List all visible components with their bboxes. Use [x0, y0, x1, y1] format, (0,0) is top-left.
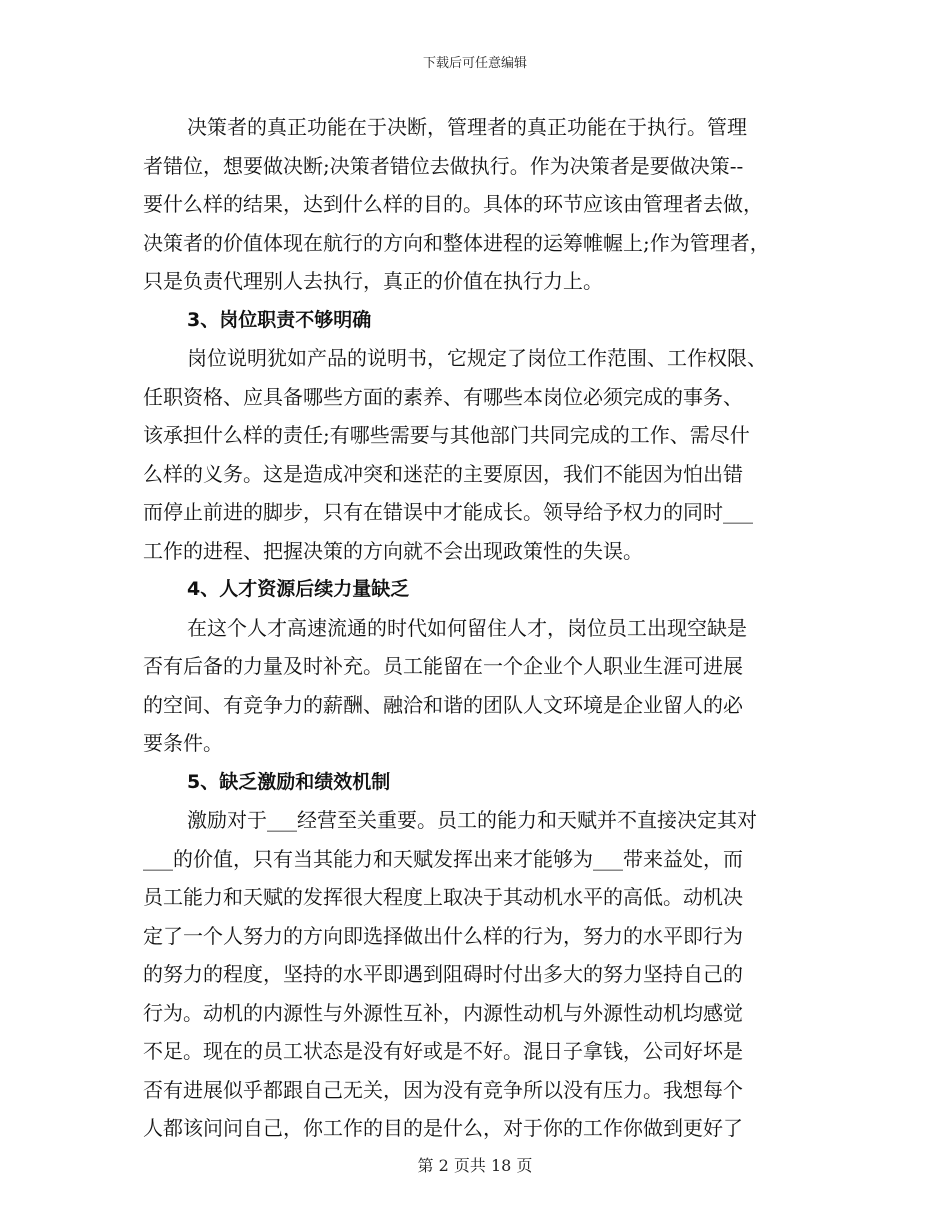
text-line: 要条件。: [143, 731, 223, 755]
text-line: 决策者的真正功能在于决断，管理者的真正功能在于执行。管理: [187, 115, 747, 139]
text-line: 的空间、有竞争力的薪酬、融洽和谐的团队人文环境是企业留人的必: [143, 692, 743, 717]
text-line: 工作的进程、把握决策的方向就不会出现政策性的失误。: [143, 538, 643, 563]
section-heading: 5、缺乏激励和绩效机制: [187, 770, 391, 793]
text-line: 者错位，想要做决断;决策者错位去做执行。作为决策者是要做决策--: [143, 153, 744, 178]
text-line: 的努力的程度，坚持的水平即遇到阻碍时付出多大的努力坚持自己的: [143, 962, 743, 986]
text-line: 而停止前进的脚步，只有在错误中才能成长。领导给予权力的同时___: [143, 500, 753, 524]
text-line: 么样的义务。这是造成冲突和迷茫的主要原因，我们不能因为怕出错: [143, 461, 743, 486]
text-line: 决策者的价值体现在航行的方向和整体进程的运筹帷幄上;作为管理者，: [143, 230, 770, 255]
text-line: 只是负责代理别人去执行，真正的价值在执行力上。: [143, 269, 603, 293]
text-line: 行为。动机的内源性与外源性互补，内源性动机与外源性动机均感觉: [143, 1000, 743, 1025]
page-footer: 第 2 页共 18 页: [417, 1156, 533, 1175]
text-line: ___的价值，只有当其能力和天赋发挥出来才能够为___带来益处，而: [143, 846, 743, 871]
section-heading: 4、人才资源后续力量缺乏: [187, 578, 410, 600]
text-line: 要什么样的结果，达到什么样的目的。具体的环节应该由管理者去做，: [143, 192, 763, 216]
text-line: 在这个人才高速流通的时代如何留住人才，岗位员工出现空缺是: [187, 615, 747, 640]
text-line: 否有进展似乎都跟自己无关，因为没有竞争所以没有压力。我想每个: [143, 1077, 743, 1102]
text-line: 任职资格、应具备哪些方面的素养、有哪些本岗位必须完成的事务、: [143, 384, 743, 409]
text-line: 岗位说明犹如产品的说明书，它规定了岗位工作范围、工作权限、: [187, 346, 767, 370]
text-line: 不足。现在的员工状态是没有好或是不好。混日子拿钱，公司好坏是: [143, 1039, 743, 1063]
text-line: 否有后备的力量及时补充。员工能留在一个企业个人职业生涯可进展: [143, 654, 743, 678]
page-header: 下载后可任意编辑: [422, 56, 527, 71]
text-line: 人都该问问自己，你工作的目的是什么，对于你的工作你做到更好了: [143, 1116, 743, 1140]
text-line: 激励对于___经营至关重要。员工的能力和天赋并不直接决定其对: [187, 808, 757, 832]
text-line: 员工能力和天赋的发挥很大程度上取决于其动机水平的高低。动机决: [143, 885, 743, 909]
section-heading: 3、岗位职责不够明确: [187, 308, 372, 331]
document-body: [143, 108, 811, 1148]
text-line: 该承担什么样的责任;有哪些需要与其他部门共同完成的工作、需尽什: [143, 423, 750, 447]
text-line: 定了一个人努力的方向即选择做出什么样的行为，努力的水平即行为: [143, 923, 743, 948]
